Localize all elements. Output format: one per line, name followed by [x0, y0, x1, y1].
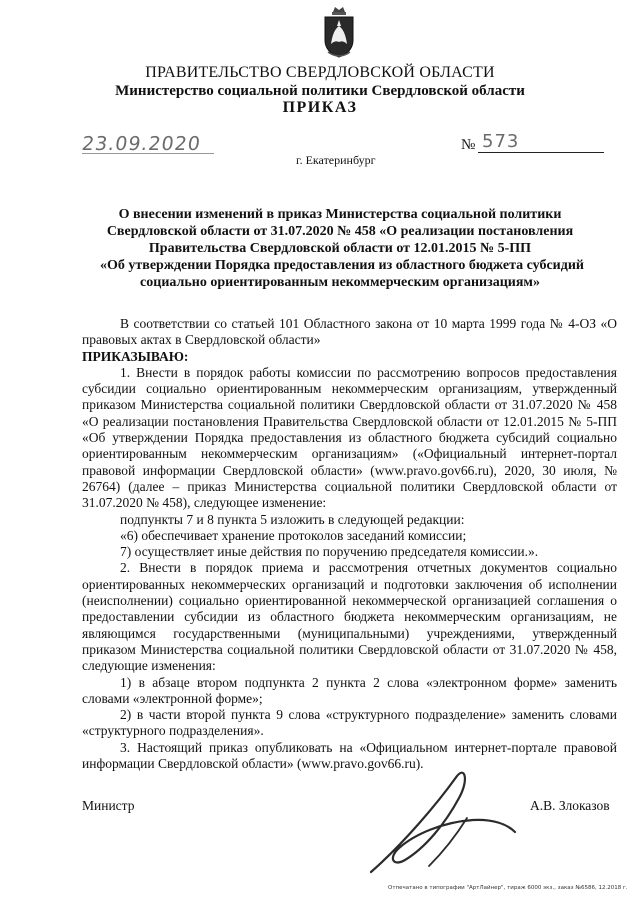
item-2-1: 1) в абзаце втором подпункта 2 пункта 2 слова «электронном форме» заменить словами «электронной форме»; [82, 674, 617, 706]
government-heading: ПРАВИТЕЛЬСТВО СВЕРДЛОВСКОЙ ОБЛАСТИ [145, 64, 495, 81]
title-line: «Об утверждении Порядка предоставления из областного бюджета субсидий [100, 258, 584, 273]
order-number: 573 [482, 131, 520, 152]
item-1-quote-6: «6) обеспечивает хранение протоколов заседаний комиссии; [120, 527, 467, 543]
city: г. Екатеринбург [296, 153, 376, 167]
order-date: 23.09.2020 [80, 133, 203, 155]
order-heading: ПРИКАЗ [282, 99, 358, 116]
signer-position: Министр [82, 798, 135, 813]
order-command: ПРИКАЗЫВАЮ: [82, 348, 189, 364]
signer-name: А.В. Злоказов [530, 798, 610, 813]
title-line: социально ориентированным некоммерческим организациям» [140, 275, 540, 290]
item-1: 1. Внести в порядок работы комиссии по рассмотрению вопросов предоставления субсидии социально ориентированным некоммерческим организациям, утвержденный приказом Министерства социальной политики Свердловской области от 31.07.2020 № 458 «О реализации постановления Правительства Свердловской области от 12.01.2015 № 5-ПП «Об утверждении Порядка предоставления из областного бюджета субсидий социально ориентированным некоммерческим организациям» («Официальный интернет-портал правовой информации Свердловской области» (www.pravo.gov66.ru), 2020, 30 июля, № 26764) (далее – приказ Министерства социальной политики Свердловской области от 31.07.2020 № 458), следующее изменение: [82, 364, 617, 511]
sverdlovsk-coat-of-arms-icon [319, 6, 359, 58]
document-title [100, 206, 584, 291]
title-line: О внесении изменений в приказ Министерства социальной политики [118, 207, 562, 222]
ministry-heading: Министерство социальной политики Свердловской области [115, 83, 525, 99]
item-2-2: 2) в части второй пункта 9 слова «структурного подразделение» заменить словами «структурного подразделения». [82, 707, 617, 739]
item-1-sub: подпункты 7 и 8 пункта 5 изложить в следующей редакции: [120, 511, 465, 527]
order-number-label: № [461, 137, 476, 153]
item-3: 3. Настоящий приказ опубликовать на «Официальном интернет-портале правовой информации Свердловской области» (www.pravo.gov66.ru). [82, 739, 617, 772]
title-line: Правительства Свердловской области от 12.01.2015 № 5-ПП [148, 241, 532, 256]
print-footnote: Отпечатано в типографии "АртЛайнер", тираж 6000 экз., заказ №6586, 12.2018 г. [388, 885, 628, 891]
item-1-quote-7: 7) осуществляет иные действия по поручению председателя комиссии.». [120, 544, 539, 560]
preamble: В соответствии со статьей 101 Областного закона от 10 марта 1999 года № 4-ОЗ «О правовых актах в Свердловской области» [82, 316, 617, 348]
date-underline [82, 153, 214, 154]
document-body [82, 316, 617, 772]
item-2: 2. Внести в порядок приема и рассмотрения отчетных документов социально ориентированных некоммерческих организаций и подготовки заключения об исполнении (неисполнении) социально ориентированной некоммерческой организацией соглашения о предоставлении субсидии из областного бюджета некоммерческим организациям, не являющимся государственными (муниципальными) учреждениями, утвержденный приказом Министерства социальной политики Свердловской области от 31.07.2020 № 458, следующие изменения: [82, 560, 617, 674]
handwritten-signature [333, 762, 533, 882]
number-underline [478, 152, 604, 153]
title-line: Свердловской области от 31.07.2020 № 458 «О реализации постановления [106, 224, 574, 239]
